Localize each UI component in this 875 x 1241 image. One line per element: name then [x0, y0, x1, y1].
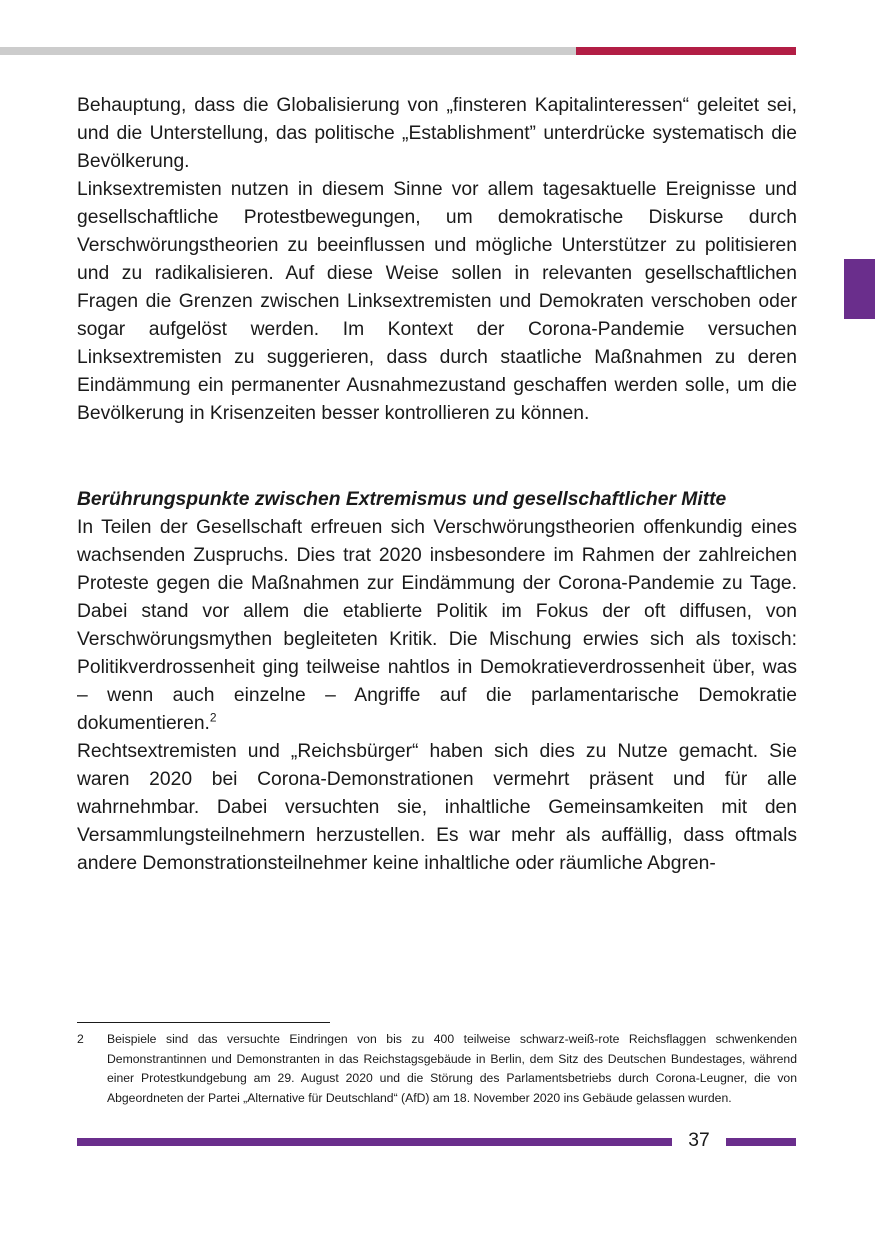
page-number: 37 — [688, 1130, 710, 1151]
footer-rule-right — [726, 1138, 796, 1146]
paragraph-4: Rechtsextremisten und „Reichsbürger“ haben sich dies zu Nutze gemacht. Sie waren 2020 bei Corona-Demonstrationen vermehrt präsent und für alle wahrnehmbar. Dabei versuchten sie, inhaltliche Gemeinsamkeiten mit den Versammlungsteilnehmern herzustellen. Es war mehr als auffällig, dass oftmals andere Demonstrationsteilnehmer keine inhaltliche oder räumliche Abgren- — [77, 741, 797, 874]
chapter-side-tab — [844, 259, 875, 319]
footnote-number: 2 — [77, 1032, 84, 1046]
paragraph-3-text: In Teilen der Gesellschaft erfreuen sich Verschwörungstheorien offenkundig eines wachsenden Zuspruchs. Dies trat 2020 insbesondere im Rahmen der zahlreichen Proteste gegen die Maßnahmen zur Eindämmung der Corona-Pandemie zu Tage. Dabei stand vor allem die etablierte Politik im Fokus der oft diffusen, von Verschwörungsmythen begleiteten Kritik. Die Mischung erwies sich als toxisch: Politikverdrossenheit ging teilweise nahtlos in Demokratieverdrossenheit über, was – wenn auch einzelne – Angriffe auf die parlamentarische Demokratie dokumentieren. — [77, 517, 797, 734]
footnote — [77, 1030, 797, 1109]
paragraph-1: Behauptung, dass die Globalisierung von „finsteren Kapitalinteressen“ geleitet sei, und die Unterstellung, das politische „Establishment” unterdrücke systematisch die Bevölkerung. — [77, 95, 797, 172]
footer-rule-left — [77, 1138, 672, 1146]
footnote-text: Beispiele sind das versuchte Eindringen von bis zu 400 teilweise schwarz-weiß-rote Reichsflaggen schwenkenden Demonstrantinnen und Demonstranten in das Reichstagsgebäude in Berlin, dem Sitz des Deutschen Bundestages, während einer Protestkundgebung am 29. August 2020 und die Störung des Parlamentsbetriebs durch Corona-Leugner, die von Abgeordneten der Partei „Alternative für Deutschland“ (AfD) am 18. November 2020 ins Gebäude gelassen wurden. — [107, 1032, 797, 1106]
page-body — [77, 92, 797, 878]
paragraph-3 — [77, 514, 797, 738]
section-heading: Berührungspunkte zwischen Extremismus und gesellschaftlicher Mitte — [77, 489, 727, 510]
header-rule-accent — [576, 47, 796, 55]
paragraph-2: Linksextremisten nutzen in diesem Sinne vor allem tagesaktuelle Ereignisse und gesellschaftliche Protestbewegungen, um demokratische Diskurse durch Verschwörungstheorien zu beeinflussen und mögliche Unterstützer zu politisieren und zu radikalisieren. Auf diese Weise sollen in relevanten gesellschaftlichen Fragen die Grenzen zwischen Linksextremisten und Demokraten verschoben oder sogar aufgelöst werden. Im Kontext der Corona-Pandemie versuchen Linksextremisten zu suggerieren, dass durch staatliche Maßnahmen zu deren Eindämmung ein permanenter Ausnahmezustand geschaffen werden solle, um die Bevölkerung in Krisenzeiten besser kontrollieren zu können. — [77, 179, 797, 424]
footnote-reference[interactable]: 2 — [209, 710, 217, 725]
footnote-divider — [77, 1022, 330, 1023]
header-rule-grey — [0, 47, 576, 55]
